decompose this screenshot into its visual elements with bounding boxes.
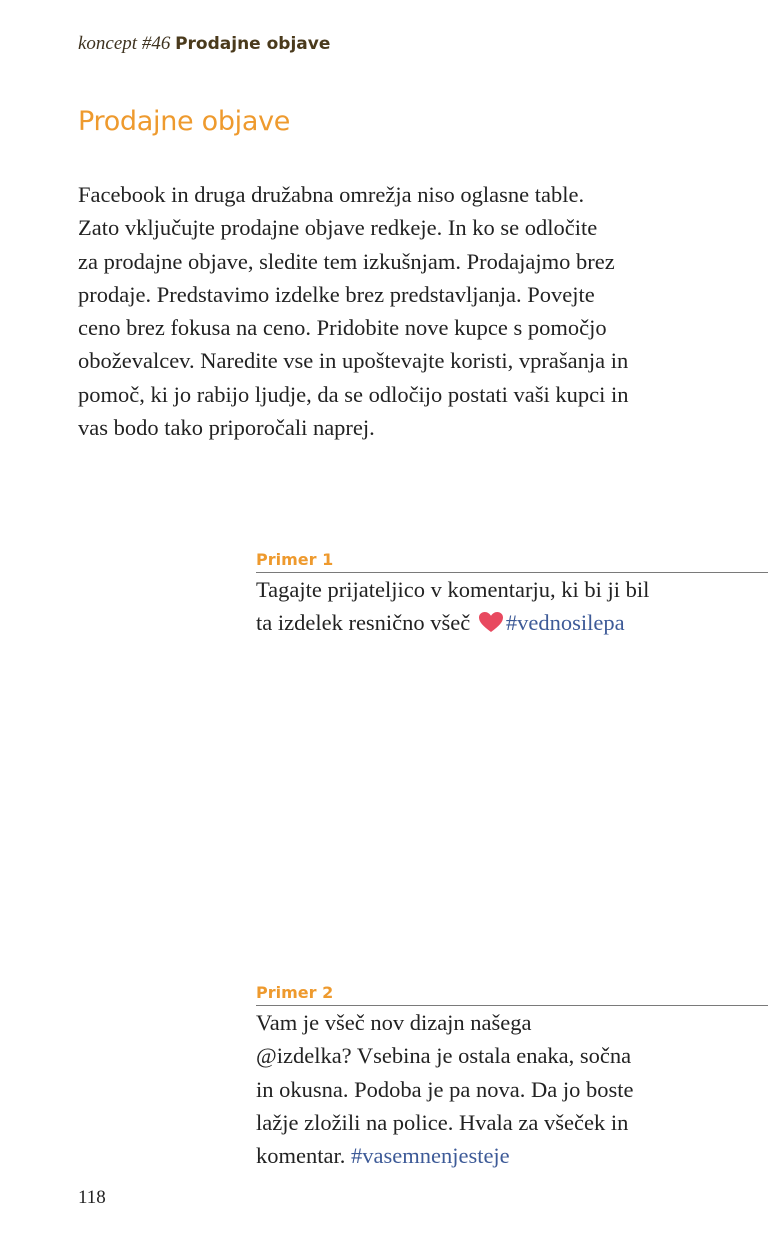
example-2 [256, 983, 768, 1172]
page-number: 118 [78, 1187, 106, 1208]
example-label: Primer 1 [256, 550, 768, 573]
concept-number: koncept #46 [78, 33, 171, 54]
example-line: Vam je všeč nov dizajn našega [256, 1010, 532, 1035]
example-1 [256, 550, 768, 640]
hashtag-link[interactable]: #vasemnenjesteje [350, 1143, 510, 1169]
example-line-text: ta izdelek resnično všeč [256, 610, 471, 636]
body-line: oboževalcev. Naredite vse in upoštevajte koristi, vprašanja in [78, 348, 629, 374]
body-line: ceno brez fokusa na ceno. Pridobite nove kupce s pomočjo [78, 315, 607, 341]
body-line: vas bodo tako priporočali naprej. [78, 415, 375, 441]
section-title: Prodajne objave [78, 106, 291, 137]
example-line: Tagajte prijateljico v komentarju, ki bi ji bil [256, 577, 650, 602]
example-text [256, 573, 768, 640]
example-line: in okusna. Podoba je pa nova. Da jo boste [256, 1076, 634, 1102]
example-line [256, 1139, 768, 1172]
example-line [256, 606, 768, 639]
example-line-text: komentar. [256, 1143, 346, 1169]
body-line: prodaje. Predstavimo izdelke brez predstavljanja. Povejte [78, 281, 595, 307]
chapter-name: Prodajne objave [175, 34, 331, 54]
body-line: pomoč, ki jo rabijo ljudje, da se odločijo postati vaši kupci in [78, 381, 629, 407]
running-head [78, 32, 330, 56]
body-line: Facebook in druga družabna omrežja niso oglasne table. [78, 182, 585, 207]
heart-icon [478, 611, 504, 633]
example-label: Primer 2 [256, 983, 768, 1006]
example-line: lažje zložili na police. Hvala za všeček in [256, 1109, 629, 1135]
body-line: Zato vključujte prodajne objave redkeje. In ko se odločite [78, 215, 598, 241]
example-line: @izdelka? Vsebina je ostala enaka, sočna [256, 1043, 632, 1069]
hashtag-link[interactable]: #vednosilepa [505, 610, 625, 636]
body-paragraph [78, 178, 698, 444]
body-line: za prodajne objave, sledite tem izkušnjam. Prodajajmo brez [78, 248, 615, 274]
example-text [256, 1006, 768, 1172]
